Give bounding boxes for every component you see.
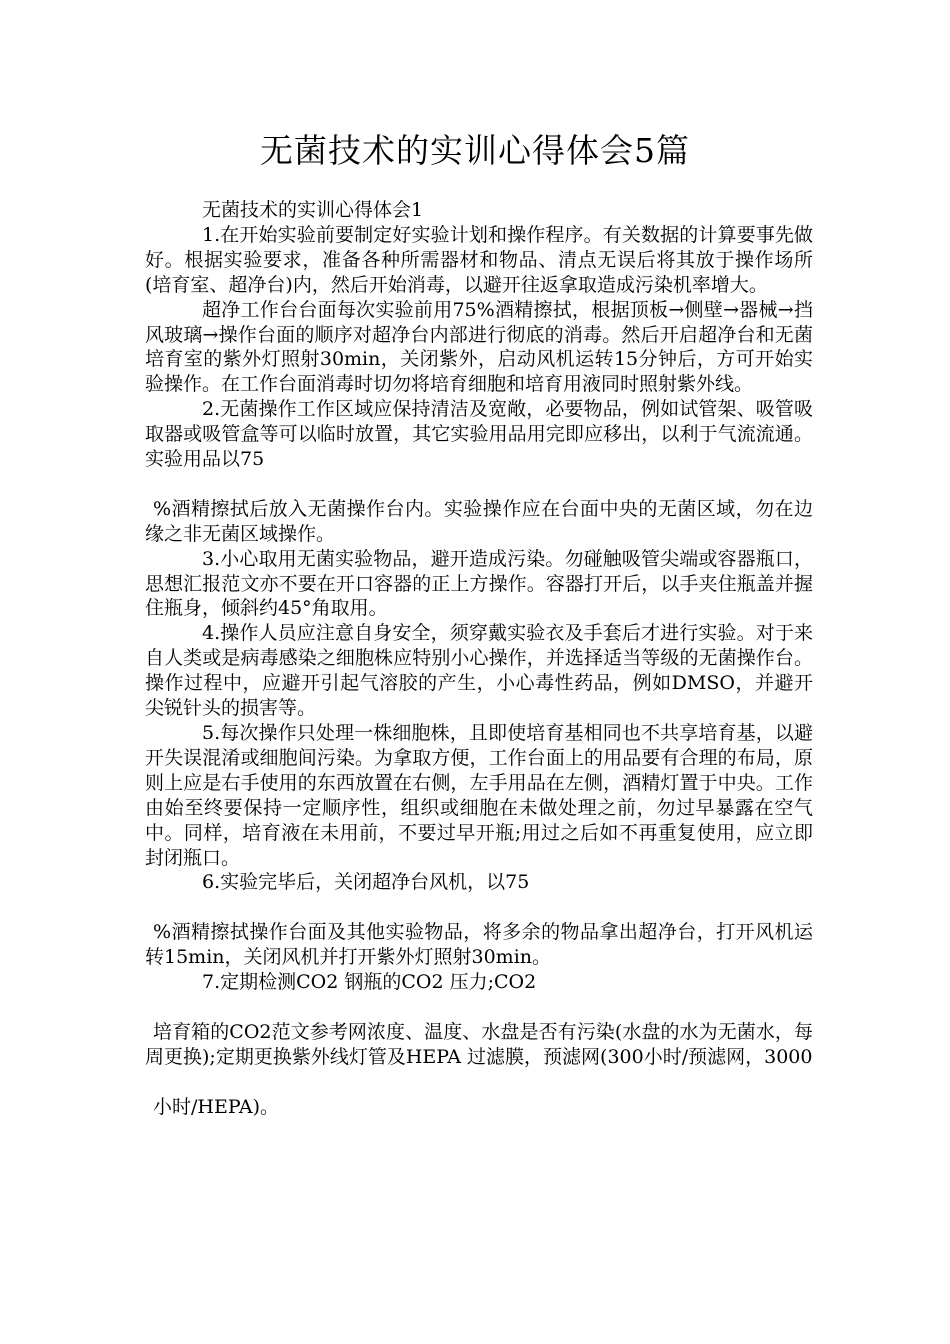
paragraph-4: %酒精擦拭后放入无菌操作台内。实验操作应在台面中央的无菌区域，勿在边缘之非无菌区域操作。 bbox=[145, 497, 813, 545]
document-body bbox=[145, 198, 813, 1119]
paragraph-8: 6.实验完毕后，关闭超净台风机，以75 bbox=[202, 871, 530, 894]
section-heading: 无菌技术的实训心得体会1 bbox=[202, 199, 424, 221]
paragraph-12: 小时/HEPA)。 bbox=[153, 1095, 280, 1118]
paragraph-7: 5.每次操作只处理一株细胞株，且即使培育基相同也不共享培育基，以避开失误混淆或细胞间污染。为拿取方便，工作台面上的用品要有合理的布局，原则上应是右手使用的东西放置在右侧，左手用品在左侧，酒精灯置于中央。工作由始至终要保持一定顺序性，组织或细胞在未做处理之前，勿过早暴露在空气中。同样，培育液在未用前，不要过早开瓶;用过之后如不再重复使用，应立即封闭瓶口。 bbox=[145, 722, 813, 869]
document-title: 无菌技术的实训心得体会5篇 bbox=[260, 131, 690, 170]
paragraph-5: 3.小心取用无菌实验物品，避开造成污染。勿碰触吸管尖端或容器瓶口，思想汇报范文亦不要在开口容器的正上方操作。容器打开后，以手夹住瓶盖并握住瓶身，倾斜约45°角取用。 bbox=[145, 547, 813, 620]
paragraph-10: 7.定期检测CO2 钢瓶的CO2 压力;CO2 bbox=[202, 971, 537, 994]
paragraph-11: 培育箱的CO2范文参考网浓度、温度、水盘是否有污染(水盘的水为无菌水，每周更换);定期更换紫外线灯管及HEPA 过滤膜，预滤网(300小时/预滤网，3000 bbox=[145, 1020, 813, 1068]
paragraph-6: 4.操作人员应注意自身安全，须穿戴实验衣及手套后才进行实验。对于来自人类或是病毒感染之细胞株应特别小心操作，并选择适当等级的无菌操作台。操作过程中，应避开引起气溶胶的产生，小心毒性药品，例如DMSO，并避开尖锐针头的损害等。 bbox=[145, 622, 813, 720]
paragraph-2: 超净工作台台面每次实验前用75%酒精擦拭，根据顶板→侧壁→器械→挡风玻璃→操作台面的顺序对超净台内部进行彻底的消毒。然后开启超净台和无菌培育室的紫外灯照射30min，关闭紫外，启动风机运转15分钟后，方可开始实验操作。在工作台面消毒时切勿将培育细胞和培育用液同时照射紫外线。 bbox=[145, 298, 813, 396]
paragraph-3: 2.无菌操作工作区域应保持清洁及宽敞，必要物品，例如试管架、吸管吸取器或吸管盒等可以临时放置，其它实验用品用完即应移出，以利于气流流通。实验用品以75 bbox=[145, 398, 813, 471]
paragraph-1: 1.在开始实验前要制定好实验计划和操作程序。有关数据的计算要事先做好。根据实验要求，准备各种所需器材和物品、清点无误后将其放于操作场所(培育室、超净台)内，然后开始消毒，以避开往返拿取造成污染机率增大。 bbox=[145, 223, 813, 296]
paragraph-9: %酒精擦拭操作台面及其他实验物品，将多余的物品拿出超净台，打开风机运转15min，关闭风机并打开紫外灯照射30min。 bbox=[145, 921, 813, 969]
